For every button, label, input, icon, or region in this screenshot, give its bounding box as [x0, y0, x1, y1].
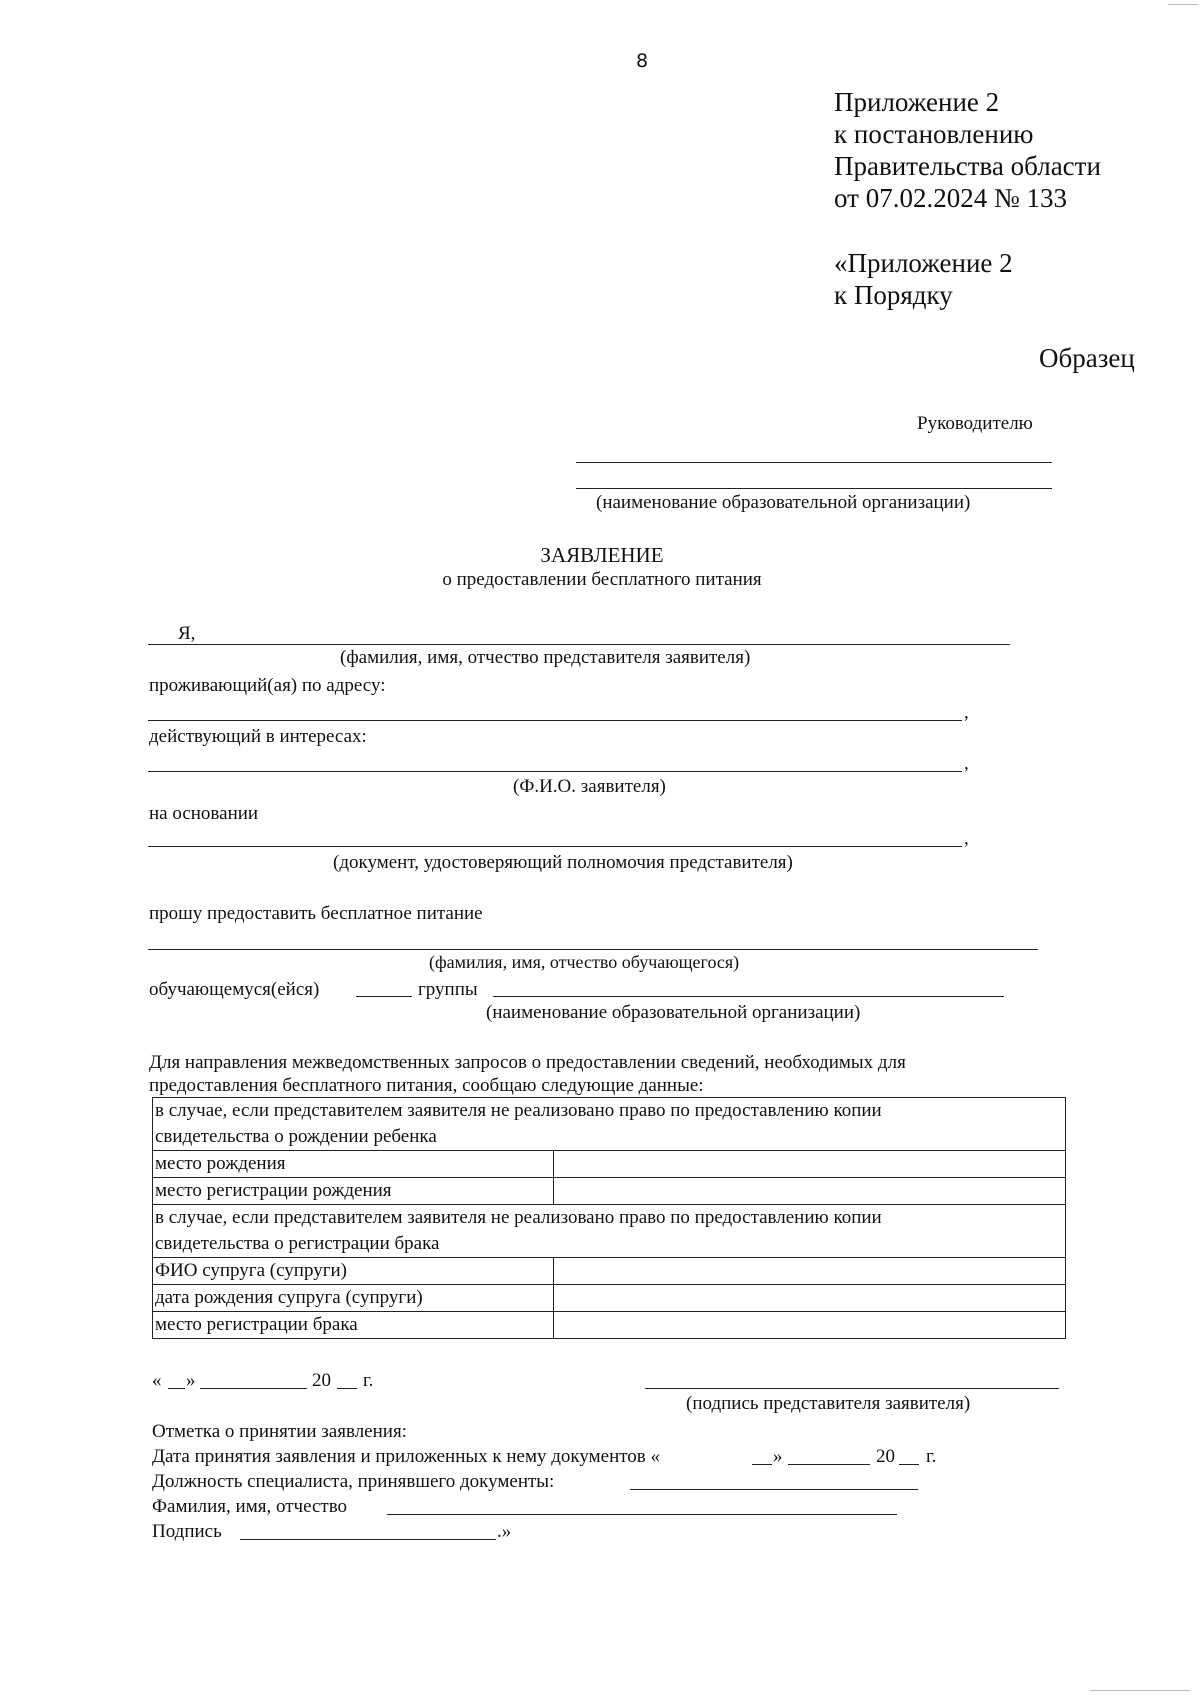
table-row	[153, 1178, 1066, 1205]
address-line[interactable]	[148, 720, 962, 721]
table-row	[153, 1258, 1066, 1285]
table-row	[153, 1205, 1066, 1258]
birth-section-header-line-1: в случае, если представителем заявителя не реализовано право по предоставлению копии	[155, 1100, 882, 1121]
basis-label: на основании	[149, 803, 259, 824]
statement-subtitle: о предоставлении бесплатного питания	[442, 569, 762, 590]
acceptance-date-close: »	[773, 1446, 783, 1467]
basis-comma: ,	[964, 828, 969, 849]
applicant-line[interactable]	[148, 771, 962, 772]
sample-label: Образец	[1039, 343, 1135, 373]
marriage-section-header-line-2: свидетельства о регистрации брака	[155, 1233, 440, 1254]
appendix-line-2: к постановлению	[834, 119, 1034, 149]
signature-line[interactable]	[645, 1388, 1059, 1389]
representative-name-line[interactable]	[148, 644, 1010, 645]
addressee-line-2[interactable]	[576, 488, 1052, 489]
procedure-appendix-line-2: к Порядку	[834, 280, 953, 310]
i-label: Я,	[178, 623, 196, 644]
spouse-name-label: ФИО супруга (супруги)	[153, 1258, 554, 1285]
signature-year-line[interactable]	[337, 1388, 357, 1389]
specialist-sign-end: .»	[497, 1521, 512, 1542]
marriage-section-header	[153, 1205, 1066, 1258]
marriage-section-header-line-1: в случае, если представителем заявителя не реализовано право по предоставлению копии	[155, 1207, 882, 1228]
group-number-line[interactable]	[356, 996, 412, 997]
specialist-sign-line[interactable]	[240, 1539, 496, 1540]
birth-section-header	[153, 1098, 1066, 1151]
appendix-line-1: Приложение 2	[834, 87, 1000, 117]
signature-year-prefix: 20	[312, 1370, 331, 1391]
acceptance-year-prefix: 20	[876, 1446, 895, 1467]
spouse-birthdate-label: дата рождения супруга (супруги)	[153, 1285, 554, 1312]
address-comma: ,	[964, 702, 969, 723]
specialist-fio-line[interactable]	[387, 1514, 897, 1515]
signature-date-close: »	[186, 1370, 196, 1391]
basis-line[interactable]	[148, 846, 962, 847]
procedure-appendix-line-1: «Приложение 2	[834, 248, 1013, 278]
table-row	[153, 1151, 1066, 1178]
info-table	[152, 1097, 1066, 1339]
appendix-line-4: от 07.02.2024 № 133	[834, 183, 1067, 213]
signature-month-line[interactable]	[200, 1388, 307, 1389]
interagency-text-2: предоставления бесплатного питания, сообщаю следующие данные:	[149, 1075, 704, 1096]
scan-mark-bottom	[1090, 1690, 1190, 1691]
table-row	[153, 1285, 1066, 1312]
addressee-org-caption: (наименование образовательной организации)	[596, 492, 971, 513]
student-org-line[interactable]	[493, 996, 1004, 997]
addressee-line-1[interactable]	[576, 462, 1052, 463]
student-name-line[interactable]	[148, 949, 1038, 950]
acceptance-year-suffix: г.	[926, 1446, 937, 1467]
table-row	[153, 1098, 1066, 1151]
signature-date-open: «	[152, 1370, 162, 1391]
student-caption: (фамилия, имя, отчество обучающегося)	[429, 952, 740, 972]
specialist-position-label: Должность специалиста, принявшего документы:	[152, 1471, 555, 1492]
acceptance-day-line[interactable]	[752, 1464, 772, 1465]
signature-year-suffix: г.	[363, 1370, 374, 1391]
acceptance-year-line[interactable]	[899, 1464, 919, 1465]
birth-place-field[interactable]	[554, 1151, 1066, 1178]
appendix-line-3: Правительства области	[834, 151, 1101, 181]
birth-section-header-line-2: свидетельства о рождении ребенка	[155, 1126, 437, 1147]
applicant-comma: ,	[964, 753, 969, 774]
marriage-registration-field[interactable]	[554, 1312, 1066, 1339]
birth-registration-label: место регистрации рождения	[153, 1178, 554, 1205]
specialist-fio-label: Фамилия, имя, отчество	[152, 1496, 348, 1517]
spouse-birthdate-field[interactable]	[554, 1285, 1066, 1312]
signature-caption: (подпись представителя заявителя)	[686, 1393, 971, 1414]
table-row	[153, 1312, 1066, 1339]
spouse-name-field[interactable]	[554, 1258, 1066, 1285]
interagency-text-1: Для направления межведомственных запросов о предоставлении сведений, необходимых для	[149, 1052, 906, 1073]
birth-registration-field[interactable]	[554, 1178, 1066, 1205]
acceptance-date-label: Дата принятия заявления и приложенных к нему документов «	[152, 1446, 661, 1467]
acceptance-month-line[interactable]	[788, 1464, 870, 1465]
group-label: группы	[418, 979, 478, 1000]
birth-place-label: место рождения	[153, 1151, 554, 1178]
appendix-block	[834, 86, 1101, 214]
addressee-to: Руководителю	[917, 413, 1033, 434]
page-number: 8	[636, 50, 649, 72]
representative-caption: (фамилия, имя, отчество представителя заявителя)	[340, 647, 751, 668]
request-label: прошу предоставить бесплатное питание	[149, 903, 483, 924]
scan-mark-top	[1168, 4, 1198, 5]
procedure-appendix-block	[834, 247, 1013, 311]
specialist-position-line[interactable]	[630, 1489, 918, 1490]
student-label: обучающемуся(ейся)	[149, 979, 320, 1000]
marriage-registration-label: место регистрации брака	[153, 1312, 554, 1339]
acceptance-mark-label: Отметка о принятии заявления:	[152, 1421, 407, 1442]
document-caption: (документ, удостоверяющий полномочия представителя)	[333, 852, 793, 873]
student-org-caption: (наименование образовательной организации)	[486, 1002, 861, 1023]
acting-label: действующий в интересах:	[149, 726, 367, 747]
applicant-caption: (Ф.И.О. заявителя)	[513, 776, 666, 797]
statement-title: ЗАЯВЛЕНИЕ	[540, 543, 664, 567]
signature-day-line[interactable]	[168, 1388, 185, 1389]
address-label: проживающий(ая) по адресу:	[149, 675, 386, 696]
specialist-sign-label: Подпись	[152, 1521, 222, 1542]
